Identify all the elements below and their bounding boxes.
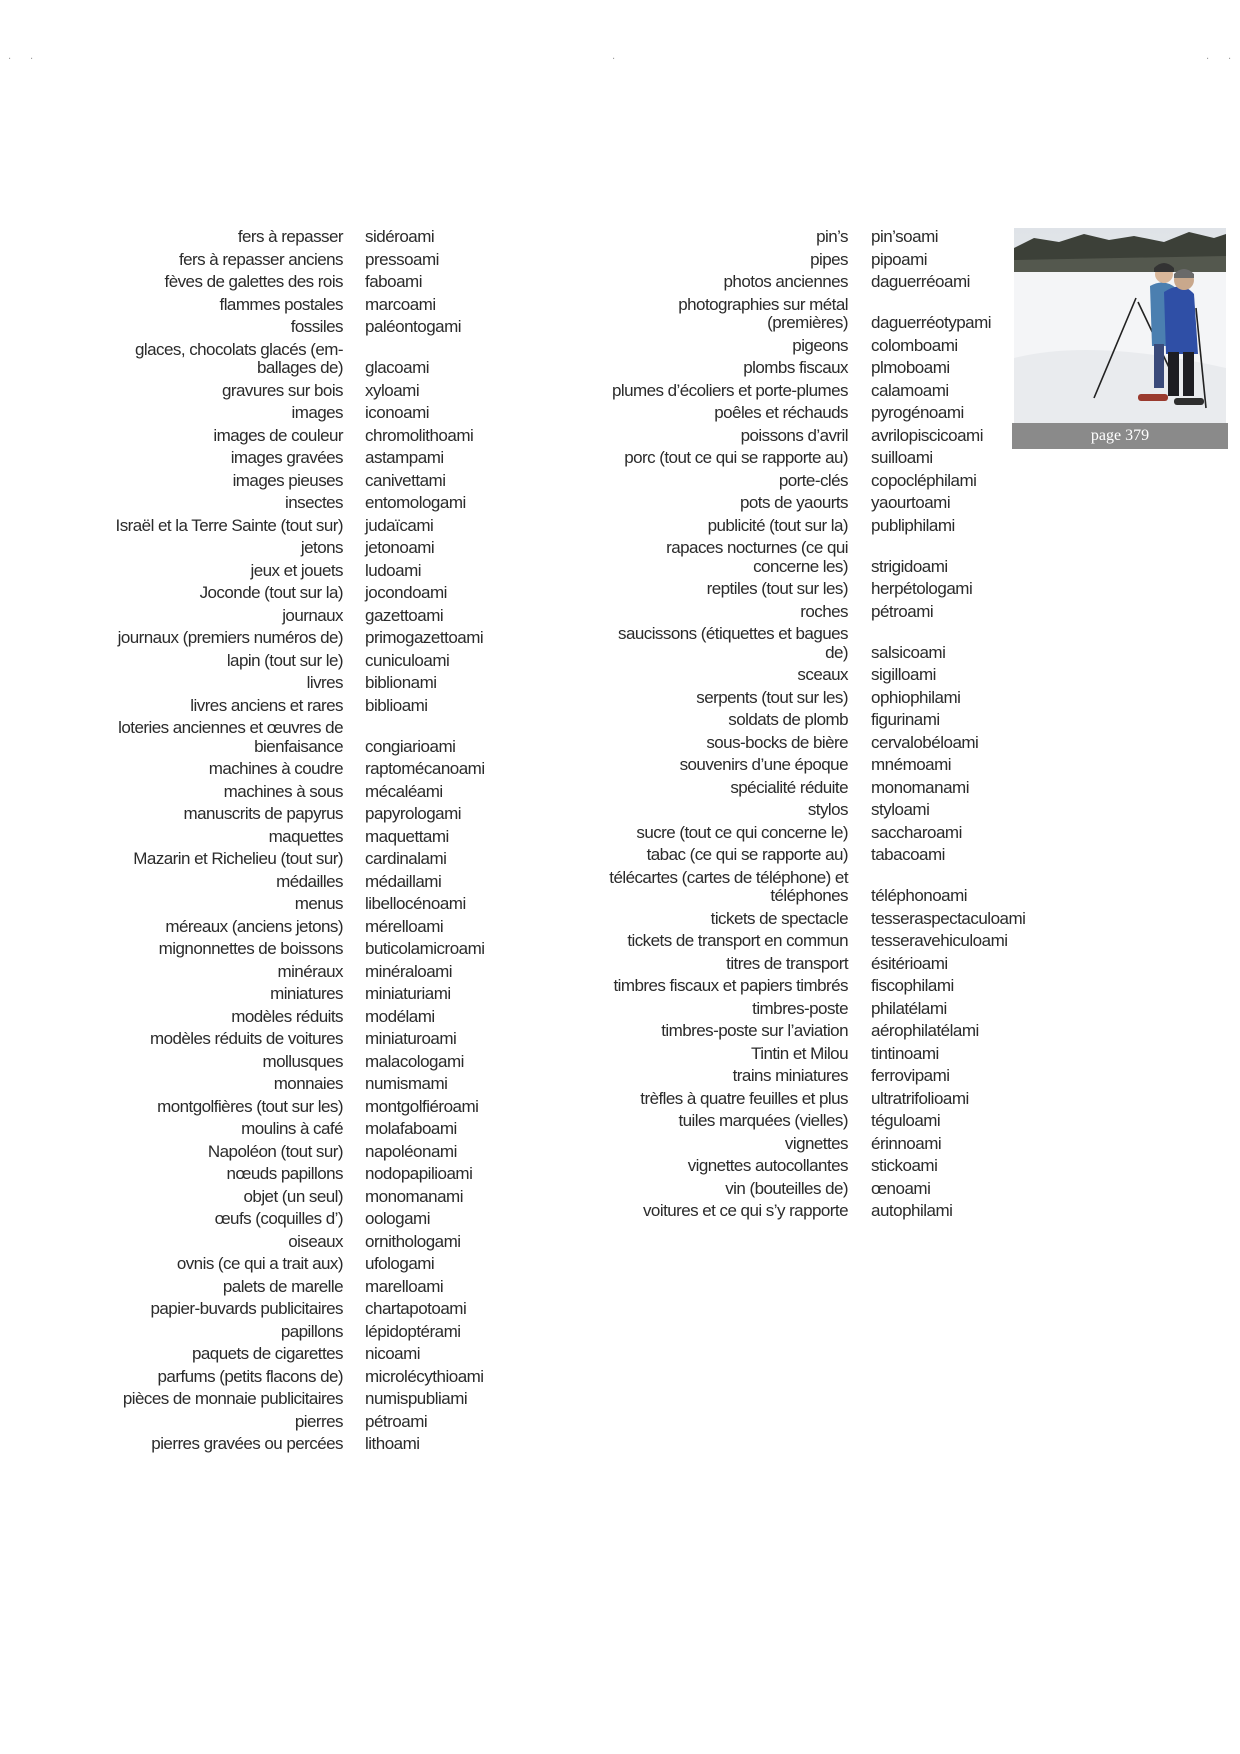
entry-term: trèfles à quatre feuilles et plus: [640, 1088, 848, 1108]
entry-value: pétroami: [871, 601, 934, 621]
index-entry: [600, 449, 1040, 468]
index-entry: [600, 1000, 1040, 1019]
entry-term: journaux: [282, 605, 343, 625]
entry-value: nodopapilioami: [365, 1164, 473, 1183]
entry-term: vignettes: [784, 1133, 848, 1153]
index-entry: [600, 689, 1040, 708]
entry-value: jetonoami: [365, 538, 435, 557]
index-entry: [100, 828, 520, 847]
index-entry: [100, 517, 520, 536]
index-entry: [600, 779, 1040, 798]
index-entry: [100, 449, 520, 468]
entry-term: timbres-poste sur l’aviation: [661, 1021, 848, 1040]
entry-value: xyloami: [365, 380, 420, 400]
entry-term: sucre (tout ce qui concerne le): [636, 822, 848, 842]
entry-term: montgolfières (tout sur les): [157, 1096, 343, 1116]
index-entry: [100, 1345, 520, 1364]
entry-value: minéraloami: [365, 961, 453, 981]
entry-value: chartapotoami: [365, 1299, 467, 1318]
index-entry: [600, 1112, 1040, 1131]
entry-value: malacologami: [365, 1051, 464, 1071]
entry-value: strigidoami: [871, 556, 948, 576]
entry-value: mérelloami: [365, 916, 444, 936]
entry-term: pots de yaourts: [740, 493, 848, 512]
entry-term: plombs fiscaux: [743, 358, 848, 377]
entry-value: mécaléami: [365, 781, 443, 801]
entry-term: images: [291, 403, 343, 422]
index-entry: [100, 1075, 520, 1094]
index-entry: [100, 697, 520, 716]
entry-term: timbres fiscaux et papiers timbrés: [613, 976, 848, 995]
entry-term: monnaies: [273, 1074, 343, 1093]
entry-value: publiphilami: [871, 515, 955, 535]
entry-value: iconoami: [365, 403, 430, 422]
index-entry: [600, 251, 1040, 270]
entry-value: styloami: [871, 800, 930, 819]
entry-value: monomanami: [365, 1186, 463, 1206]
entry-value: sidéroami: [365, 227, 435, 246]
entry-value: tesseravehiculoami: [871, 931, 1008, 950]
entry-term: sous-bocks de bière: [706, 732, 848, 752]
entry-value: sigilloami: [871, 665, 936, 684]
entry-term: journaux (premiers numéros de): [117, 628, 343, 647]
index-entry: [100, 1255, 520, 1274]
entry-value: lépidoptérami: [365, 1321, 461, 1341]
entry-term: mollusques: [262, 1051, 343, 1071]
entry-value: érinnoami: [871, 1133, 942, 1153]
entry-term: Tintin et Milou: [751, 1043, 848, 1063]
entry-value: ferrovipami: [871, 1066, 950, 1085]
entry-term: œufs (coquilles d’): [214, 1209, 343, 1228]
index-entry: [100, 719, 520, 756]
entry-value: ultratrifolioami: [871, 1088, 969, 1108]
entry-term: pigeons: [792, 335, 848, 355]
entry-term: modèles réduits: [231, 1006, 343, 1026]
entry-value: calamoami: [871, 380, 949, 400]
index-entry: [600, 1045, 1040, 1064]
index-entry: [100, 760, 520, 779]
index-entry: [100, 1143, 520, 1162]
entry-term: papillons: [280, 1321, 343, 1341]
entry-term: jetons: [300, 538, 343, 557]
entry-value: suilloami: [871, 448, 933, 467]
entry-term: maquettes: [268, 826, 343, 846]
index-entry: [600, 404, 1040, 423]
entry-term: manuscrits de papyrus: [183, 804, 343, 823]
index-entry: [600, 711, 1040, 730]
entry-value: aérophilatélami: [871, 1021, 979, 1040]
crop-mark: ·: [1206, 54, 1210, 65]
index-entry: [100, 1390, 520, 1409]
entry-value: ornithologami: [365, 1231, 461, 1251]
entry-value: montgolfiéroami: [365, 1096, 479, 1116]
entry-value: salsicoami: [871, 642, 946, 662]
index-entry: [100, 652, 520, 671]
entry-term: fèves de galettes des rois: [164, 272, 343, 291]
index-entry: [600, 1157, 1040, 1176]
index-entry: [100, 427, 520, 446]
index-entry: [100, 940, 520, 959]
index-entry: [100, 985, 520, 1004]
crop-mark: ·: [30, 54, 34, 65]
entry-term: souvenirs d’une époque: [679, 755, 848, 774]
entry-term: pierres gravées ou percées: [151, 1434, 343, 1453]
entry-term: photos anciennes: [723, 272, 848, 291]
index-entry: [100, 382, 520, 401]
entry-term: tabac (ce qui se rapporte au): [646, 845, 848, 864]
index-entry: [100, 1435, 520, 1454]
entry-term: jeux et jouets: [250, 560, 343, 580]
entry-value: figurinami: [871, 710, 940, 729]
entry-value: biblioami: [365, 695, 428, 715]
index-entry: [100, 1368, 520, 1387]
entry-value: philatélami: [871, 998, 947, 1018]
entry-value: œnoami: [871, 1178, 931, 1198]
index-entry: [100, 1098, 520, 1117]
index-entry: [100, 296, 520, 315]
entry-term: menus: [294, 894, 343, 913]
entry-value: maquettami: [365, 826, 449, 846]
entry-value: pyrogénoami: [871, 403, 964, 422]
index-entry: [100, 228, 520, 247]
entry-value: microlécythioami: [365, 1366, 484, 1386]
entry-value: jocondoami: [365, 583, 447, 602]
entry-value: faboami: [365, 272, 422, 291]
entry-term: vin (bouteilles de): [725, 1178, 848, 1198]
entry-term: Joconde (tout sur la): [199, 583, 343, 602]
index-entry: [100, 850, 520, 869]
index-entry: [100, 404, 520, 423]
entry-value: tabacoami: [871, 845, 945, 864]
index-entry: [100, 472, 520, 491]
entry-value: médaillami: [365, 871, 442, 891]
index-entry: [600, 1022, 1040, 1041]
entry-value: nicoami: [365, 1344, 421, 1363]
entry-value: canivettami: [365, 470, 446, 490]
index-entry: [100, 1323, 520, 1342]
entry-term: machines à coudre: [208, 759, 343, 778]
entry-value: stickoami: [871, 1156, 938, 1175]
entry-term: palets de marelle: [222, 1276, 343, 1296]
index-entry: [600, 910, 1040, 929]
entry-value: pressoami: [365, 249, 439, 269]
index-entry: [600, 824, 1040, 843]
index-entry: [100, 1278, 520, 1297]
entry-value: cuniculoami: [365, 650, 450, 670]
index-entry: [600, 756, 1040, 775]
entry-value: marelloami: [365, 1276, 444, 1296]
index-entry: [600, 472, 1040, 491]
entry-value: cardinalami: [365, 849, 447, 868]
index-entry: [600, 1067, 1040, 1086]
index-entry: [600, 955, 1040, 974]
entry-value: ophiophilami: [871, 687, 961, 707]
index-entry: [100, 318, 520, 337]
entry-term: serpents (tout sur les): [696, 687, 848, 707]
index-entry: [100, 539, 520, 558]
entry-term: glaces, chocolats glacés (em-ballages de): [135, 339, 343, 377]
entry-value: libellocénoami: [365, 894, 466, 913]
entry-value: modélami: [365, 1006, 435, 1026]
index-entry: [100, 1210, 520, 1229]
index-entry: [600, 517, 1040, 536]
entry-term: spécialité réduite: [730, 777, 848, 797]
entry-value: napoléonami: [365, 1141, 457, 1161]
entry-term: publicité (tout sur la): [707, 515, 848, 535]
entry-term: images pieuses: [232, 470, 343, 490]
entry-value: primogazettoami: [365, 628, 484, 647]
entry-value: numismami: [365, 1074, 448, 1093]
entry-term: porc (tout ce qui se rapporte au): [624, 448, 848, 467]
index-column-right: [600, 228, 1040, 1225]
entry-value: entomologami: [365, 493, 466, 512]
index-entry: [600, 337, 1040, 356]
entry-term: timbres-poste: [752, 998, 848, 1018]
index-entry: [100, 562, 520, 581]
entry-value: plmoboami: [871, 358, 950, 377]
entry-term: nœuds papillons: [226, 1164, 343, 1183]
entry-term: machines à sous: [223, 781, 343, 801]
entry-term: ovnis (ce qui a trait aux): [176, 1254, 343, 1273]
entry-term: stylos: [807, 800, 848, 819]
crop-mark: ·: [1228, 54, 1232, 65]
index-entry: [100, 1030, 520, 1049]
entry-value: monomanami: [871, 777, 969, 797]
entry-term: voitures et ce qui s’y rapporte: [642, 1201, 848, 1220]
index-entry: [600, 932, 1040, 951]
entry-value: raptomécanoami: [365, 759, 485, 778]
index-entry: [600, 625, 1040, 662]
entry-value: ludoami: [365, 560, 422, 580]
entry-value: tesseraspectaculoami: [871, 908, 1026, 928]
index-entry: [100, 873, 520, 892]
entry-value: yaourtoami: [871, 493, 951, 512]
index-entry: [600, 666, 1040, 685]
entry-term: titres de transport: [726, 953, 848, 973]
index-entry: [100, 895, 520, 914]
entry-term: images de couleur: [213, 425, 343, 445]
entry-value: pétroami: [365, 1411, 428, 1431]
entry-value: mnémoami: [871, 755, 952, 774]
entry-term: loteries anciennes et œuvres de bienfaisance: [118, 718, 343, 756]
index-entry: [100, 783, 520, 802]
index-entry: [600, 977, 1040, 996]
entry-value: oologami: [365, 1209, 430, 1228]
entry-value: paléontogami: [365, 317, 462, 336]
entry-term: vignettes autocollantes: [687, 1156, 848, 1175]
entry-term: sceaux: [797, 665, 848, 684]
entry-term: minéraux: [277, 961, 343, 981]
entry-term: rapaces nocturnes (ce qui concerne les): [666, 538, 848, 576]
index-entry: [100, 1120, 520, 1139]
entry-value: avrilopiscicoami: [871, 425, 983, 445]
index-entry: [600, 801, 1040, 820]
entry-term: objet (un seul): [243, 1186, 343, 1206]
entry-value: autophilami: [871, 1201, 953, 1220]
entry-term: reptiles (tout sur les): [706, 579, 848, 598]
index-entry: [600, 1090, 1040, 1109]
entry-value: astampami: [365, 448, 444, 467]
index-entry: [600, 494, 1040, 513]
entry-term: poêles et réchauds: [714, 403, 848, 422]
index-entry: [600, 359, 1040, 378]
index-entry: [100, 918, 520, 937]
index-entry: [600, 1180, 1040, 1199]
entry-term: roches: [800, 601, 848, 621]
entry-term: Mazarin et Richelieu (tout sur): [133, 849, 343, 868]
entry-term: pièces de monnaie publicitaires: [122, 1389, 343, 1408]
entry-term: mignonnettes de boissons: [158, 939, 343, 958]
index-entry: [100, 341, 520, 378]
entry-term: poissons d’avril: [740, 425, 848, 445]
entry-term: livres: [306, 673, 343, 692]
index-entry: [600, 1135, 1040, 1154]
entry-term: insectes: [285, 493, 343, 512]
index-entry: [600, 296, 1040, 333]
entry-value: daguerréoami: [871, 272, 970, 291]
index-entry: [100, 584, 520, 603]
index-entry: [600, 846, 1040, 865]
entry-term: miniatures: [270, 984, 343, 1003]
index-entry: [100, 273, 520, 292]
index-entry: [100, 1188, 520, 1207]
index-entry: [600, 382, 1040, 401]
crop-mark: ·: [612, 54, 616, 65]
entry-term: fossiles: [290, 317, 343, 336]
entry-term: tickets de spectacle: [710, 908, 848, 928]
index-entry: [600, 869, 1040, 906]
entry-term: parfums (petits flacons de): [157, 1366, 343, 1386]
index-entry: [100, 963, 520, 982]
entry-term: Israël et la Terre Sainte (tout sur): [115, 515, 343, 535]
index-entry: [600, 539, 1040, 576]
index-entry: [100, 1233, 520, 1252]
entry-value: buticolamicroami: [365, 939, 485, 958]
entry-value: ésitérioami: [871, 953, 948, 973]
index-entry: [600, 603, 1040, 622]
entry-term: modèles réduits de voitures: [149, 1029, 343, 1048]
entry-term: pierres: [294, 1411, 343, 1431]
index-entry: [100, 1053, 520, 1072]
entry-value: chromolithoami: [365, 425, 474, 445]
entry-term: saucissons (étiquettes et bagues de): [618, 624, 848, 662]
entry-term: trains miniatures: [732, 1066, 848, 1085]
entry-value: cervalobéloami: [871, 732, 979, 752]
index-entry: [100, 1165, 520, 1184]
entry-term: méreaux (anciens jetons): [165, 916, 343, 936]
entry-value: miniaturoami: [365, 1029, 457, 1048]
index-entry: [600, 273, 1040, 292]
entry-term: tuiles marquées (vielles): [678, 1111, 848, 1130]
entry-value: ufologami: [365, 1254, 435, 1273]
entry-term: pin’s: [816, 227, 848, 246]
entry-term: fers à repasser anciens: [178, 249, 343, 269]
entry-value: judaïcami: [365, 515, 434, 535]
index-entry: [600, 427, 1040, 446]
entry-value: papyrologami: [365, 804, 462, 823]
entry-value: glacoami: [365, 358, 430, 377]
entry-term: pipes: [810, 249, 848, 269]
snowshoe-photo: [1014, 228, 1226, 424]
index-entry: [100, 251, 520, 270]
entry-term: moulins à café: [241, 1119, 343, 1138]
entry-term: gravures sur bois: [221, 380, 343, 400]
index-entry: [600, 228, 1040, 247]
entry-value: pin’soami: [871, 227, 939, 246]
index-entry: [100, 1008, 520, 1027]
index-entry: [100, 805, 520, 824]
entry-value: téléphonoami: [871, 886, 968, 905]
entry-term: images gravées: [230, 448, 343, 467]
entry-value: molafaboami: [365, 1119, 457, 1138]
index-entry: [100, 1413, 520, 1432]
entry-value: copocléphilami: [871, 470, 977, 490]
entry-term: plumes d’écoliers et porte-plumes: [611, 380, 848, 400]
entry-value: numispubliami: [365, 1389, 468, 1408]
entry-term: oiseaux: [288, 1231, 343, 1251]
entry-term: Napoléon (tout sur): [207, 1141, 343, 1161]
entry-value: daguerréotypami: [871, 313, 992, 332]
index-entry: [100, 494, 520, 513]
entry-term: photographies sur métal (premières): [678, 294, 848, 332]
entry-value: colomboami: [871, 335, 958, 355]
photo-caption: page 379: [1012, 423, 1228, 449]
index-entry: [100, 674, 520, 693]
index-entry: [100, 1300, 520, 1319]
entry-value: miniaturiami: [365, 984, 451, 1003]
entry-term: médailles: [276, 871, 343, 891]
index-entry: [600, 580, 1040, 599]
entry-term: porte-clés: [778, 470, 848, 490]
entry-value: herpétologami: [871, 579, 973, 598]
entry-term: paquets de cigarettes: [191, 1344, 343, 1363]
crop-mark: ·: [8, 54, 12, 65]
entry-term: papier-buvards publicitaires: [150, 1299, 343, 1318]
entry-term: télécartes (cartes de téléphone) et téléphones: [609, 867, 848, 905]
entry-value: tintinoami: [871, 1043, 939, 1063]
index-entry: [100, 607, 520, 626]
entry-term: flammes postales: [219, 294, 343, 314]
entry-value: marcoami: [365, 294, 436, 314]
entry-value: congiarioami: [365, 736, 456, 756]
entry-value: gazettoami: [365, 605, 444, 625]
entry-value: téguloami: [871, 1111, 941, 1130]
entry-value: saccharoami: [871, 822, 962, 842]
entry-term: livres anciens et rares: [190, 695, 343, 715]
entry-term: soldats de plomb: [728, 710, 848, 729]
entry-value: lithoami: [365, 1434, 420, 1453]
entry-value: biblionami: [365, 673, 437, 692]
index-entry: [100, 629, 520, 648]
entry-value: pipoami: [871, 249, 928, 269]
index-entry: [600, 734, 1040, 753]
entry-term: fers à repasser: [237, 227, 343, 246]
entry-term: tickets de transport en commun: [627, 931, 848, 950]
entry-term: lapin (tout sur le): [226, 650, 343, 670]
entry-value: fiscophilami: [871, 976, 954, 995]
index-entry: [600, 1202, 1040, 1221]
index-column-left: [100, 228, 520, 1458]
